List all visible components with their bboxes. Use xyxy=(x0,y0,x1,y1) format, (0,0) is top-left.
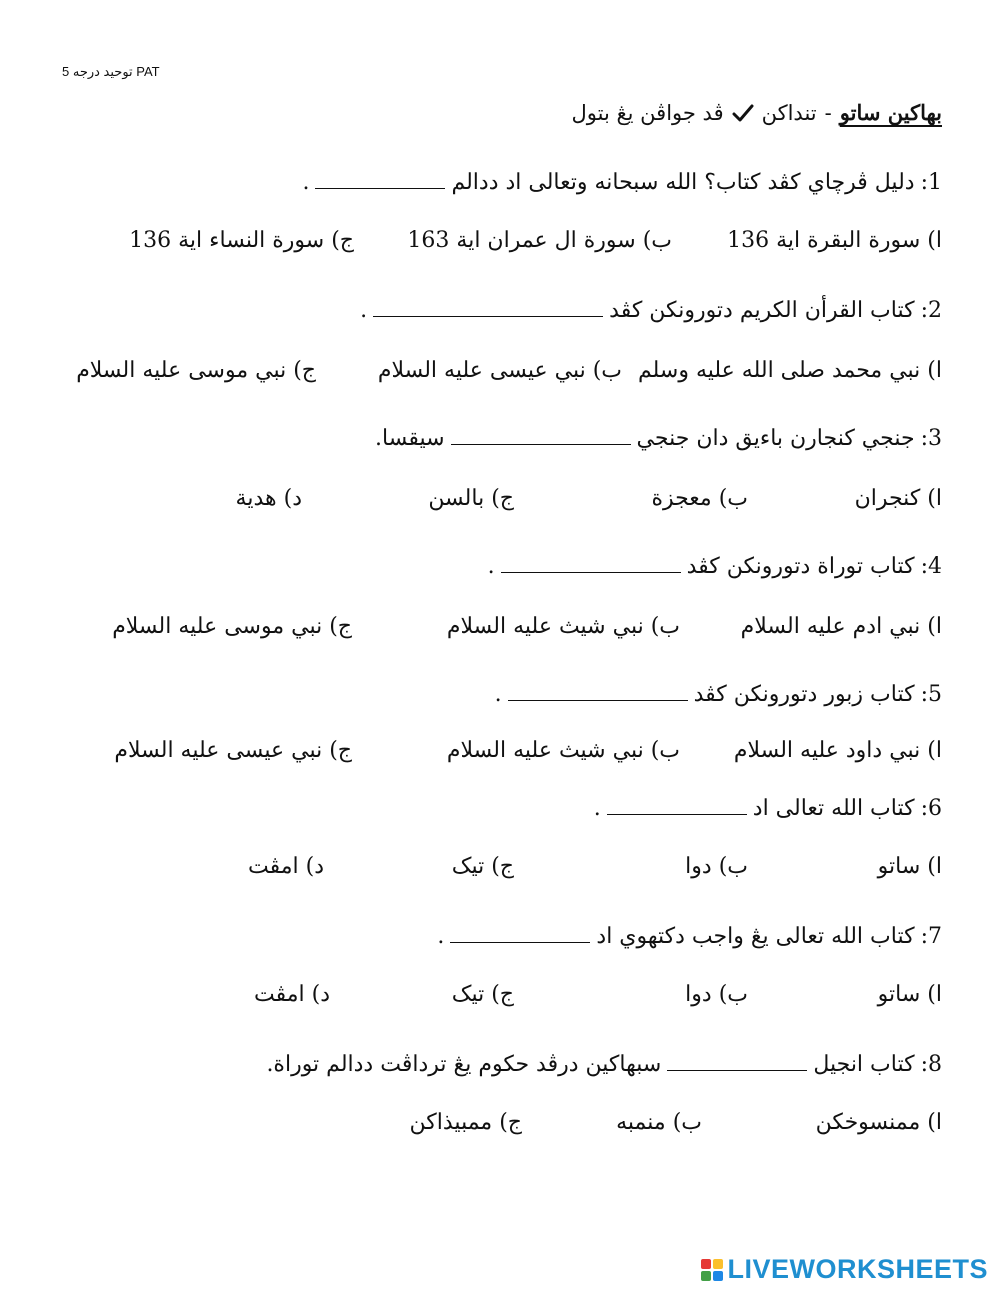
logo-square-blue xyxy=(713,1271,723,1281)
option-b[interactable]: ب) سورة ال عمران اية 163 xyxy=(407,228,672,253)
logo-mark-icon xyxy=(701,1259,723,1281)
option-b[interactable]: ب) معجزة xyxy=(651,486,748,511)
question-text-end: . xyxy=(437,924,445,949)
question-number: 8: xyxy=(920,1052,942,1077)
question-number: 6: xyxy=(920,796,942,821)
question-8 xyxy=(266,1052,942,1077)
answer-blank[interactable] xyxy=(451,443,631,445)
header-dash: - xyxy=(824,100,832,125)
question-7 xyxy=(437,924,942,949)
option-b[interactable]: ب) نبي شيث عليه السلام xyxy=(446,738,680,763)
question-text: كتاب الله تعالى اد xyxy=(752,796,915,821)
option-d[interactable]: د) امڤت xyxy=(253,982,330,1007)
option-a[interactable]: ا) نبي محمد صلى الله عليه وسلم xyxy=(637,358,942,383)
header-instruction-start: تنداكن xyxy=(761,100,817,125)
logo-square-green xyxy=(701,1271,711,1281)
question-text-end: . xyxy=(593,796,601,821)
option-b[interactable]: ب) دوا xyxy=(685,854,748,879)
option-c[interactable]: ج) نبي موسى عليه السلام xyxy=(112,614,352,639)
question-1 xyxy=(302,170,942,195)
option-a[interactable]: ا) نبي ادم عليه السلام xyxy=(740,614,942,639)
question-text-end: . xyxy=(494,682,502,707)
answer-blank[interactable] xyxy=(315,187,445,189)
option-a[interactable]: ا) ممنسوخكن xyxy=(815,1110,942,1135)
option-c[interactable]: ج) نبي موسى عليه السلام xyxy=(76,358,316,383)
option-a[interactable]: ا) سورة البقرة اية 136 xyxy=(727,228,942,253)
option-c[interactable]: ج) تيک xyxy=(451,854,514,879)
answer-blank[interactable] xyxy=(607,813,747,815)
answer-blank[interactable] xyxy=(501,571,681,573)
question-number: 3: xyxy=(920,426,942,451)
option-a[interactable]: ا) ساتو xyxy=(877,854,942,879)
answer-blank[interactable] xyxy=(450,941,590,943)
logo-square-red xyxy=(701,1259,711,1269)
liveworksheets-logo xyxy=(701,1254,988,1285)
option-b[interactable]: ب) نبي عيسى عليه السلام xyxy=(377,358,622,383)
question-text-end: . xyxy=(360,298,368,323)
option-a[interactable]: ا) نبي داود عليه السلام xyxy=(733,738,942,763)
question-text: كتاب زبور دتورونكن كڤد xyxy=(693,682,915,707)
question-number: 2: xyxy=(920,298,942,323)
question-text-end: . xyxy=(487,554,495,579)
question-2 xyxy=(360,298,942,323)
option-a[interactable]: ا) كنجران xyxy=(854,486,942,511)
question-text: كتاب توراة دتورونكن كڤد xyxy=(686,554,915,579)
question-text-end: سبهاكين درڤد حكوم يڠ ترداڤت ددالم توراة. xyxy=(266,1052,662,1077)
option-b[interactable]: ب) نبي شيث عليه السلام xyxy=(446,614,680,639)
option-c[interactable]: ج) تيک xyxy=(451,982,514,1007)
option-c[interactable]: ج) بالسن xyxy=(428,486,514,511)
header-instruction-end: ڤد جواڤن يڠ بتول xyxy=(571,100,724,125)
option-c[interactable]: ج) نبي عيسى عليه السلام xyxy=(114,738,352,763)
question-number: 1: xyxy=(920,170,942,195)
question-number: 4: xyxy=(920,554,942,579)
option-d[interactable]: د) امڤت xyxy=(247,854,324,879)
check-icon xyxy=(732,103,754,123)
logo-text: LIVEWORKSHEETS xyxy=(727,1254,988,1284)
question-5 xyxy=(495,682,942,707)
option-b[interactable]: ب) منمبه xyxy=(616,1110,702,1135)
question-number: 5: xyxy=(920,682,942,707)
question-text: جنجي كنجارن باءيق دان جنجي xyxy=(636,426,915,451)
logo-square-yellow xyxy=(713,1259,723,1269)
question-4 xyxy=(488,554,942,579)
section-header xyxy=(572,100,942,125)
option-a[interactable]: ا) ساتو xyxy=(877,982,942,1007)
question-text: كتاب الله تعالى يڠ واجب دكتهوي اد xyxy=(596,924,915,949)
question-number: 7: xyxy=(920,924,942,949)
answer-blank[interactable] xyxy=(667,1069,807,1071)
option-c[interactable]: ج) ممبيذاكن xyxy=(409,1110,522,1135)
question-3 xyxy=(375,426,942,451)
corner-label: PAT توحيد درجه 5 xyxy=(62,64,160,79)
question-text: دليل ڤرچاي كڤد كتاب؟ الله سبحانه وتعالى اد ددالم xyxy=(451,170,915,195)
question-text-end: سيقسا. xyxy=(375,426,445,451)
question-text: كتاب القرأن الكريم دتورونكن كڤد xyxy=(609,298,915,323)
answer-blank[interactable] xyxy=(508,699,688,701)
option-b[interactable]: ب) دوا xyxy=(685,982,748,1007)
answer-blank[interactable] xyxy=(373,315,603,317)
question-6 xyxy=(594,796,942,821)
question-text-end: . xyxy=(302,170,310,195)
option-d[interactable]: د) هدية xyxy=(235,486,302,511)
question-text: كتاب انجيل xyxy=(813,1052,915,1077)
option-c[interactable]: ج) سورة النساء اية 136 xyxy=(129,228,354,253)
section-title: بهاكين ساتو xyxy=(839,100,942,125)
